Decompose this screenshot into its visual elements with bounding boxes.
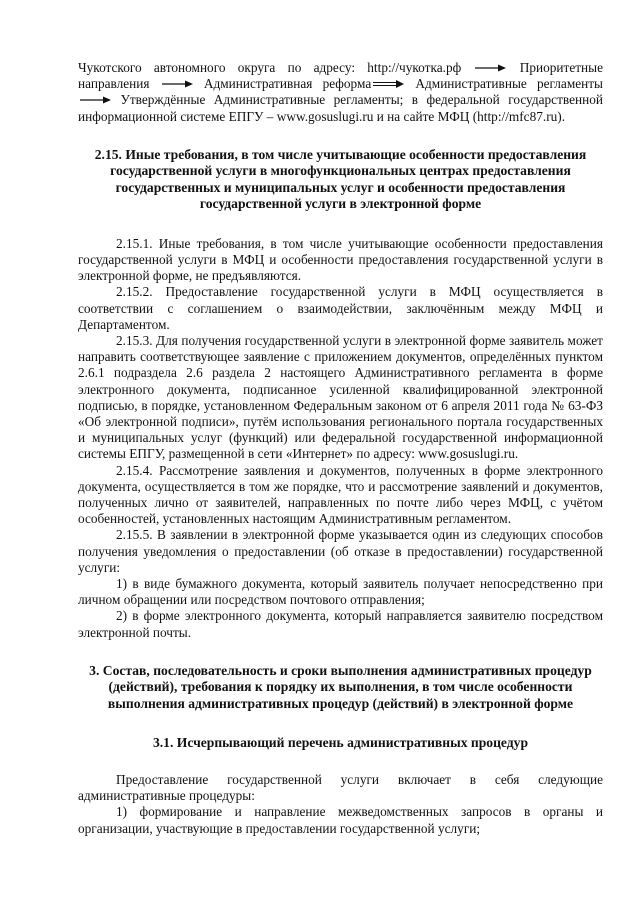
list-item-3-1-1: 1) формирование и направление межведомственных запросов в органы и организации, участвующие в предоставлении государственной услуги; [78,804,603,836]
intro-text-2: Приоритетные направления [78,60,603,92]
list-item-2: 2) в форме электронного документа, который направляется заявителю посредством электронной почты. [78,608,603,640]
intro-text-1: Чукотского автономного округа по адресу: http://чукотка.рф [78,60,474,75]
paragraph-2-15-4: 2.15.4. Рассмотрение заявления и документов, полученных в форме электронного документа, осуществляется в том же порядке, что и рассмотрение заявлений и документов, полученных лично от заявителей, направленных по почте либо через МФЦ, с учётом особенностей, установленных настоящим Административным регламентом. [78,462,603,527]
paragraph-2-15-3: 2.15.3. Для получения государственной услуги в электронной форме заявитель может направить соответствующее заявление с приложением документов, определённых пунктом 2.6.1 подраздела 2.6 раздела 2 настоящего Административного регламента в форме электронного документа, подписанное усиленной квалифицированной электронной подписью, в порядке, установленном Федеральным законом от 6 апреля 2011 года № 63-ФЗ «Об электронной подписи», путём использования регионального портала государственных и муниципальных услуг (функций) или федеральной государственной информационной системы ЕПГУ, размещенной в сети «Интернет» по адресу: www.gosuslugi.ru. [78,333,603,462]
intro-text-5: Утверждённые Административные регламенты; в федеральной государственной информационной системе ЕПГУ – www.gosuslugi.ru и на сайте МФЦ (http://mfc87.ru). [78,92,603,124]
arrow-right-icon [473,63,507,73]
section-heading-2-15: 2.15. Иные требования, в том числе учитывающие особенности предоставления государственной услуги в многофункциональных центрах предоставления государственных и муниципальных услуг и особенности предоставления государственной услуги в электронной форме [94,146,587,212]
arrow-right-icon [78,95,112,105]
arrow-right-icon [160,79,194,89]
list-item-1: 1) в виде бумажного документа, который заявитель получает непосредственно при личном обращении или посредством почтового отправления; [78,576,603,608]
intro-text-4: Административные регламенты [405,76,603,92]
paragraph-2-15-2: 2.15.2. Предоставление государственной услуги в МФЦ осуществляется в соответствии с соглашением о взаимодействии, заключённым между МФЦ и Департаментом. [78,284,603,332]
double-arrow-right-icon [371,79,405,89]
paragraph-2-15-5: 2.15.5. В заявлении в электронной форме указывается один из следующих способов получения уведомления о предоставлении (об отказе в предоставлении) государственной услуги: [78,527,603,575]
section-heading-3: 3. Состав, последовательность и сроки выполнения административных процедур (действий), требования к порядку их выполнения, в том числе особенности выполнения административных процедур (действий) в электронной форме [89,662,592,711]
paragraph-2-15-1: 2.15.1. Иные требования, в том числе учитывающие особенности предоставления государственной услуги в МФЦ и особенности предоставления государственной услуги в электронной форме, не предъявляются. [78,235,603,284]
paragraph-3-1-intro: Предоставление государственной услуги включает в себя следующие административные процедуры: [78,771,603,804]
intro-paragraph [78,60,603,125]
sub-heading-3-1: 3.1. Исчерпывающий перечень административных процедур [152,735,529,751]
intro-text-3: Административная реформа [193,76,372,92]
